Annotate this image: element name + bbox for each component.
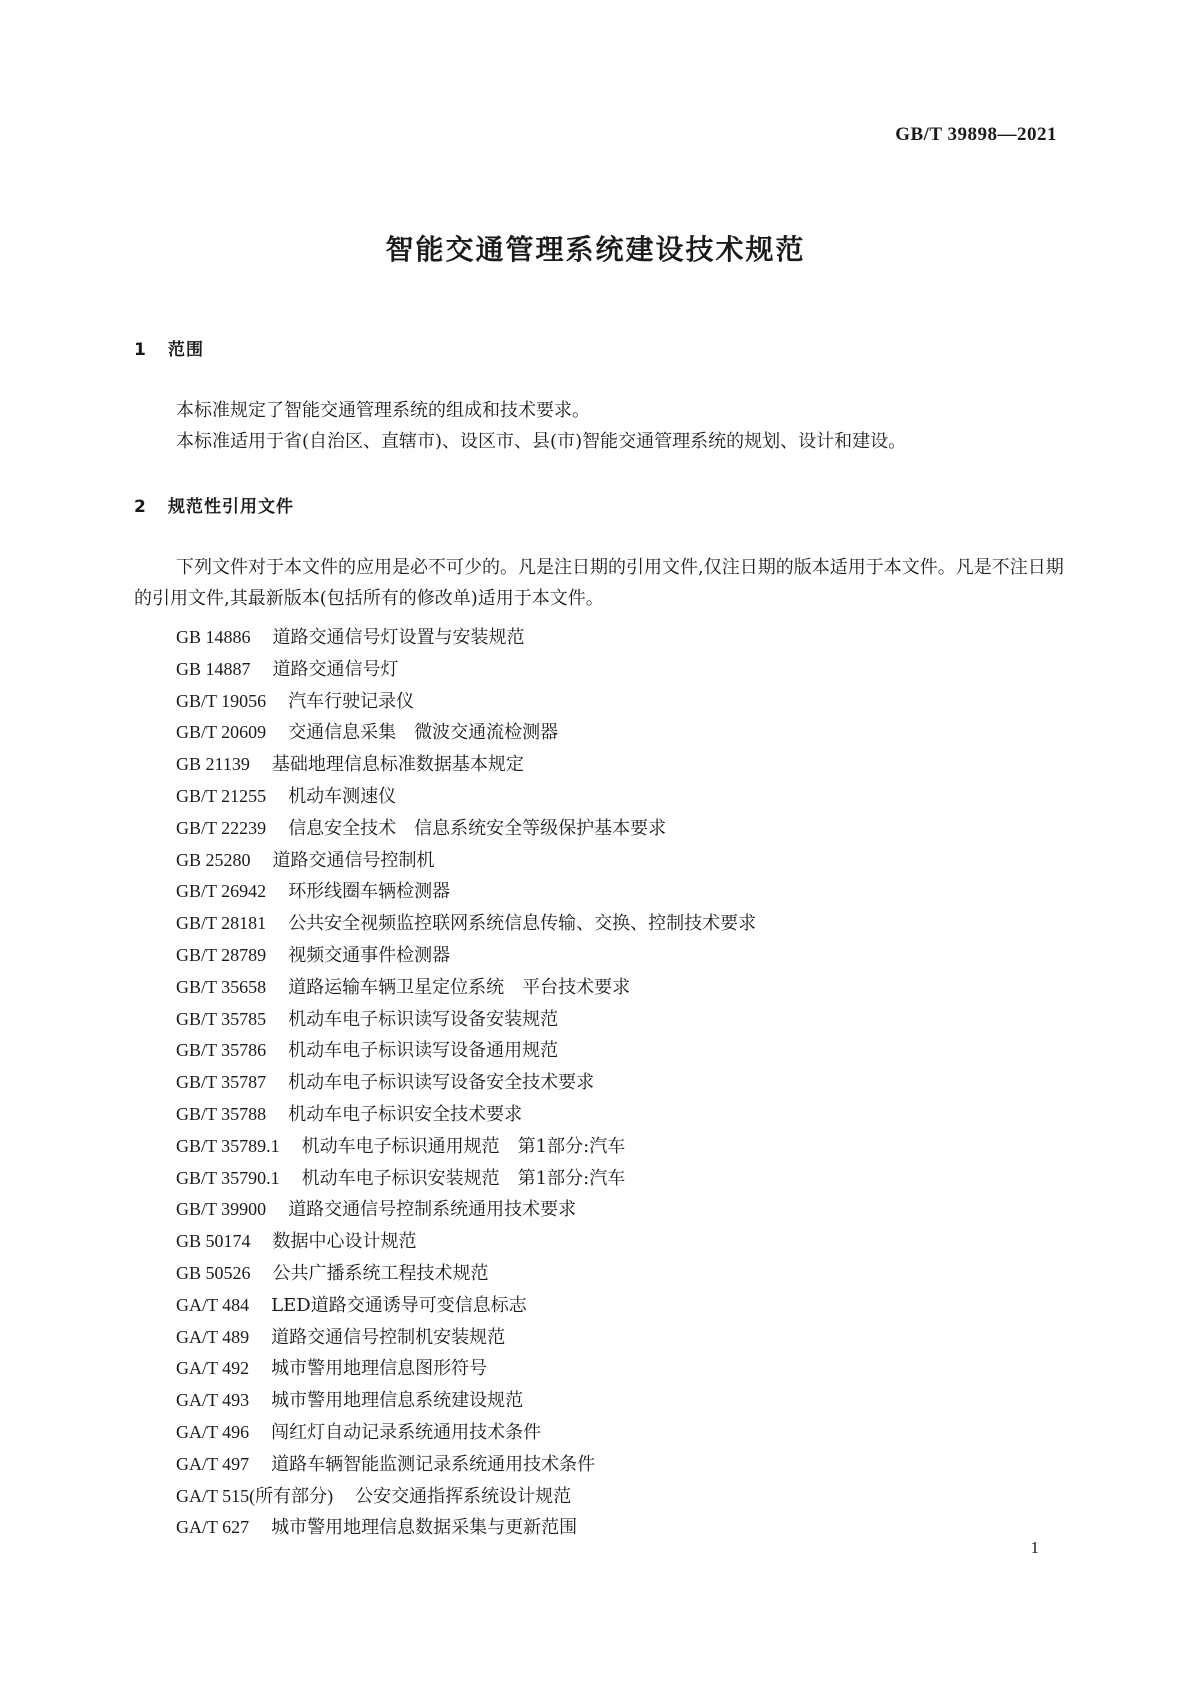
scope-paragraph-2 bbox=[134, 426, 1066, 457]
reference-code: GB/T 35788 bbox=[176, 1103, 267, 1124]
reference-item bbox=[176, 1449, 756, 1481]
reference-item bbox=[176, 908, 756, 940]
reference-item bbox=[176, 940, 756, 972]
reference-code: GB/T 39900 bbox=[176, 1199, 267, 1220]
reference-code: GA/T 489 bbox=[176, 1326, 250, 1347]
reference-item bbox=[176, 1353, 756, 1385]
reference-item bbox=[176, 1131, 756, 1163]
reference-item bbox=[176, 1226, 756, 1258]
reference-code: GB 25280 bbox=[176, 849, 251, 870]
reference-code: GB/T 35787 bbox=[176, 1072, 267, 1093]
reference-title: 道路交通信号控制机 bbox=[272, 849, 435, 871]
reference-title: 道路交通信号灯设置与安装规范 bbox=[272, 627, 525, 648]
reference-title: 汽车行驶记录仪 bbox=[288, 690, 415, 712]
standard-code: GB/T 39898—2021 bbox=[895, 124, 1057, 145]
reference-title: 机动车电子标识安全技术要求 bbox=[288, 1103, 523, 1125]
document-title: 智能交通管理系统建设技术规范 bbox=[385, 233, 806, 266]
reference-item bbox=[176, 622, 756, 654]
reference-code: GB/T 26942 bbox=[176, 881, 267, 902]
reference-title: 机动车测速仪 bbox=[288, 785, 397, 807]
reference-code: GB 14887 bbox=[176, 658, 251, 679]
reference-code: GA/T 627 bbox=[176, 1517, 250, 1538]
reference-code: GA/T 515(所有部分) bbox=[176, 1485, 334, 1506]
reference-title: 道路交通信号控制机安装规范 bbox=[271, 1326, 506, 1348]
reference-title: 城市警用地理信息图形符号 bbox=[271, 1358, 488, 1380]
reference-item bbox=[176, 1481, 756, 1513]
reference-title: 数据中心设计规范 bbox=[272, 1231, 417, 1253]
section-title: 规范性引用文件 bbox=[168, 497, 294, 517]
section-title: 范围 bbox=[168, 340, 204, 360]
reference-item bbox=[176, 1099, 756, 1131]
reference-code: GB 14886 bbox=[176, 627, 251, 647]
reference-code: GB/T 28181 bbox=[176, 913, 267, 934]
reference-item bbox=[176, 876, 756, 908]
reference-code: GB/T 28789 bbox=[176, 944, 267, 965]
reference-code: GA/T 493 bbox=[176, 1390, 250, 1411]
reference-title: 机动车电子标识通用规范 第1部分:汽车 bbox=[301, 1135, 626, 1157]
reference-item bbox=[176, 686, 756, 718]
paragraph-text: 本标准适用于省(自治区、直辖市)、设区市、县(市)智能交通管理系统的规划、设计和建设。 bbox=[176, 431, 907, 452]
reference-code: GB 50526 bbox=[176, 1262, 251, 1283]
reference-code: GB/T 35789.1 bbox=[176, 1135, 280, 1156]
reference-title: 城市警用地理信息系统建设规范 bbox=[271, 1390, 524, 1412]
reference-title: 公安交通指挥系统设计规范 bbox=[355, 1485, 572, 1507]
reference-title: 基础地理信息标准数据基本规定 bbox=[271, 754, 524, 776]
reference-code: GB/T 22239 bbox=[176, 817, 267, 838]
reference-title: 道路交通信号灯 bbox=[272, 658, 399, 680]
reference-item bbox=[176, 717, 756, 749]
reference-item bbox=[176, 1258, 756, 1290]
reference-code: GB 50174 bbox=[176, 1231, 251, 1252]
reference-item bbox=[176, 1290, 756, 1322]
reference-title: 环形线圈车辆检测器 bbox=[288, 881, 451, 903]
reference-title: 道路车辆智能监测记录系统通用技术条件 bbox=[271, 1453, 596, 1475]
reference-item bbox=[176, 1163, 756, 1195]
reference-title: 视频交通事件检测器 bbox=[288, 944, 451, 966]
reference-item bbox=[176, 654, 756, 686]
paragraph-text: 本标准规定了智能交通管理系统的组成和技术要求。 bbox=[176, 400, 590, 421]
reference-title: 公共安全视频监控联网系统信息传输、交换、控制技术要求 bbox=[288, 913, 757, 935]
section-heading-normative-references bbox=[134, 492, 294, 517]
reference-title: 闯红灯自动记录系统通用技术条件 bbox=[271, 1421, 542, 1443]
reference-item bbox=[176, 1067, 756, 1099]
reference-item bbox=[176, 1417, 756, 1449]
reference-title: 城市警用地理信息数据采集与更新范围 bbox=[271, 1517, 578, 1539]
reference-code: GB/T 19056 bbox=[176, 690, 267, 711]
reference-item bbox=[176, 749, 756, 781]
paragraph-text: 下列文件对于本文件的应用是必不可少的。凡是注日期的引用文件,仅注日期的版本适用于本文件。凡是不注日期的引用文件,其最新版本(包括所有的修改单)适用于本文件。 bbox=[134, 557, 1064, 609]
reference-title: 机动车电子标识读写设备安全技术要求 bbox=[288, 1072, 595, 1094]
reference-code: GB/T 35785 bbox=[176, 1008, 267, 1029]
reference-item bbox=[176, 1512, 756, 1544]
reference-code: GA/T 496 bbox=[176, 1421, 250, 1442]
reference-code: GB/T 35790.1 bbox=[176, 1167, 280, 1188]
reference-code: GB/T 35658 bbox=[176, 976, 267, 997]
reference-list bbox=[176, 622, 756, 1544]
reference-code: GA/T 484 bbox=[176, 1294, 250, 1315]
reference-item bbox=[176, 972, 756, 1004]
reference-title: LED道路交通诱导可变信息标志 bbox=[271, 1294, 527, 1316]
section-heading-scope bbox=[134, 335, 204, 360]
reference-item bbox=[176, 845, 756, 877]
reference-title: 道路运输车辆卫星定位系统 平台技术要求 bbox=[288, 976, 631, 998]
reference-item bbox=[176, 781, 756, 813]
reference-item bbox=[176, 1035, 756, 1067]
reference-code: GB/T 20609 bbox=[176, 722, 267, 743]
reference-item bbox=[176, 1004, 756, 1036]
reference-code: GA/T 492 bbox=[176, 1358, 250, 1379]
scope-paragraph-1 bbox=[134, 395, 1066, 426]
reference-code: GB 21139 bbox=[176, 754, 250, 775]
reference-title: 公共广播系统工程技术规范 bbox=[272, 1262, 489, 1284]
references-intro-paragraph bbox=[134, 552, 1066, 614]
reference-item bbox=[176, 1194, 756, 1226]
section-number: 2 bbox=[134, 497, 147, 517]
reference-title: 机动车电子标识读写设备安装规范 bbox=[288, 1008, 559, 1030]
reference-code: GA/T 497 bbox=[176, 1453, 250, 1474]
reference-code: GB/T 21255 bbox=[176, 785, 267, 806]
reference-item bbox=[176, 1322, 756, 1354]
reference-item bbox=[176, 1385, 756, 1417]
reference-title: 机动车电子标识安装规范 第1部分:汽车 bbox=[301, 1167, 626, 1189]
reference-title: 信息安全技术 信息系统安全等级保护基本要求 bbox=[288, 817, 667, 839]
reference-item bbox=[176, 813, 756, 845]
section-number: 1 bbox=[134, 340, 147, 360]
page-number: 1 bbox=[1030, 1538, 1039, 1557]
reference-code: GB/T 35786 bbox=[176, 1040, 267, 1061]
reference-title: 交通信息采集 微波交通流检测器 bbox=[288, 722, 559, 744]
reference-title: 道路交通信号控制系统通用技术要求 bbox=[288, 1199, 577, 1221]
reference-title: 机动车电子标识读写设备通用规范 bbox=[288, 1040, 559, 1062]
